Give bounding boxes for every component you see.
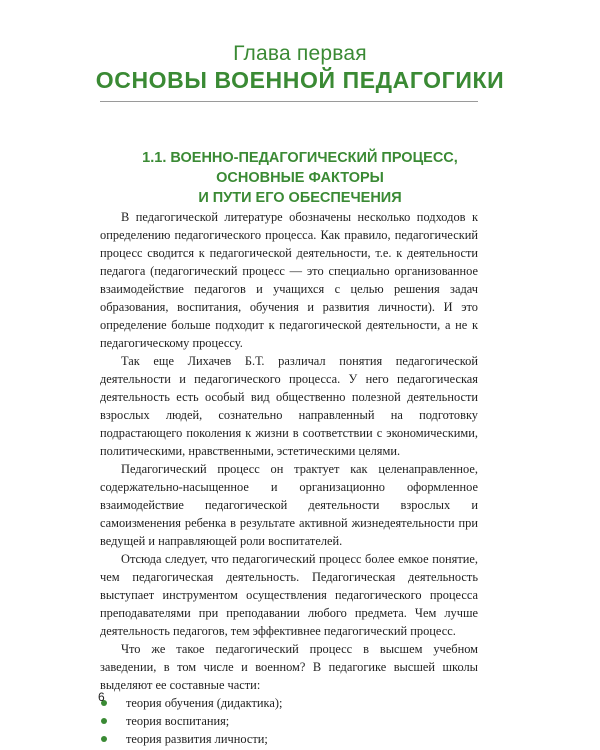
chapter-label: Глава первая: [233, 42, 367, 65]
chapter-divider: [100, 101, 478, 102]
bullet-icon: [101, 736, 107, 742]
list-item: [100, 730, 478, 748]
list-item-text: теория воспитания;: [126, 714, 230, 728]
list-item: [100, 712, 478, 730]
section-heading-line: И ПУТИ ЕГО ОБЕСПЕЧЕНИЯ: [198, 190, 402, 206]
body-text: [100, 208, 478, 748]
paragraph: Так еще Лихачев Б.Т. различал понятия педагогической деятельности и педагогического процесса. У него педагогическая деятельность есть особый вид общественно полезной деятельности взрослых людей, сознательно направленный на подготовку подрастающего поколения к жизни в соответствии с экономическими, политическими, нравственными, эстетическими целями.: [100, 354, 478, 458]
paragraph: В педагогической литературе обозначены несколько подходов к определению педагогического процесса. Как правило, педагогический процесс сводится к педагогической деятельности, т.е. к деятельности педагога (педагогический процесс — это специально организованное взаимодействие педагогов и учащихся с целью решения задач образования, воспитания, обучения и развития личности). И это определение больше подходит к педагогической деятельности, а не к педагогическому процессу.: [100, 210, 478, 350]
chapter-title: ОСНОВЫ ВОЕННОЙ ПЕДАГОГИКИ: [95, 67, 505, 93]
section-heading-line: ОСНОВНЫЕ ФАКТОРЫ: [216, 170, 384, 186]
list-item: [100, 694, 478, 712]
list-item-text: теория развития личности;: [126, 732, 268, 746]
paragraph: Отсюда следует, что педагогический процесс более емкое понятие, чем педагогическая деятельность. Педагогическая деятельность выступает инструментом осуществления педагогического процесса преподавателями при преподавании любого предмета. Чем лучше деятельность педагогов, тем эффективнее педагогический процесс.: [100, 552, 478, 638]
list-item-text: теория обучения (дидактика);: [126, 696, 283, 710]
paragraph: Педагогический процесс он трактует как целенаправленное, содержательно-насыщенное и организационно оформленное взаимодействие педагогической деятельности взрослых и самоизменения ребенка в результате активной жизнедеятельности при ведущей и направляющей роли воспитателей.: [100, 462, 478, 548]
bullet-icon: [101, 718, 107, 724]
section-heading: [120, 148, 480, 208]
bullet-list: [100, 694, 478, 748]
page-number: 6: [98, 690, 105, 704]
paragraph: Что же такое педагогический процесс в высшем учебном заведении, в том числе и военном? В педагогике высшей школы выделяют ее составные части:: [100, 642, 478, 692]
section-heading-line: 1.1. ВОЕННО-ПЕДАГОГИЧЕСКИЙ ПРОЦЕСС,: [142, 150, 458, 166]
